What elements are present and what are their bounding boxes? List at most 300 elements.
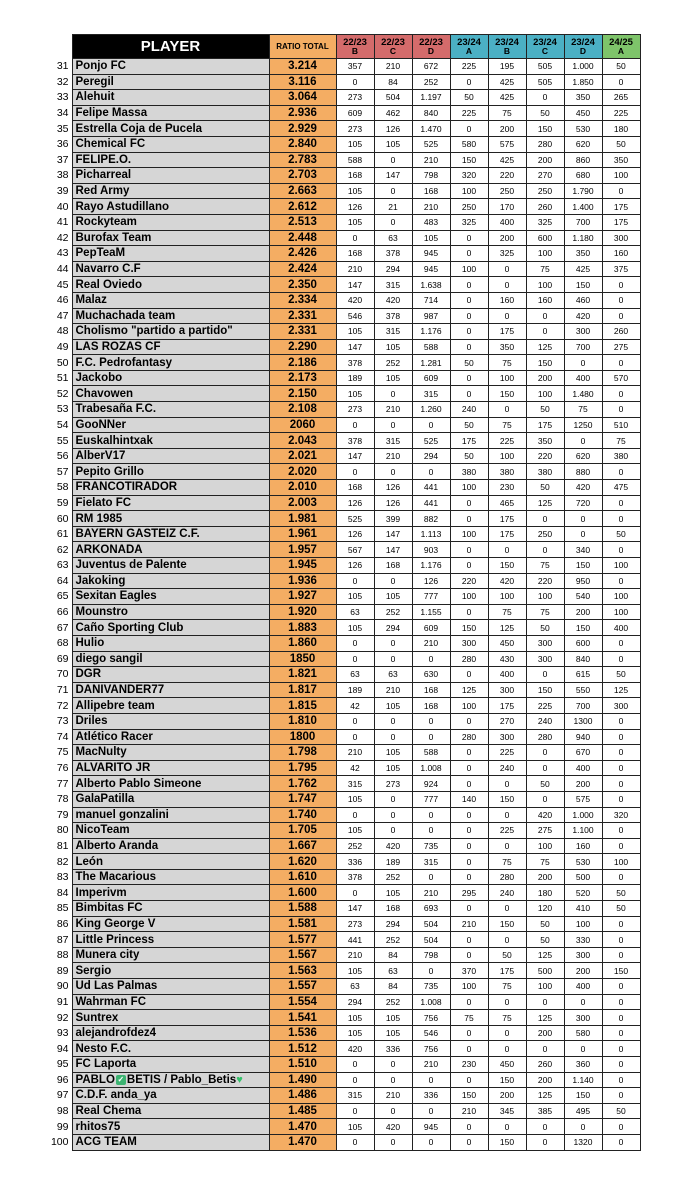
season-label: 22/23 [343,36,367,48]
score-cell: 0 [602,511,640,527]
score-cell: 700 [564,698,602,714]
ratio-total-cell: 2.331 [269,324,336,340]
score-cell: 735 [412,838,450,854]
score-cell: 0 [374,1072,412,1088]
score-cell: 280 [526,729,564,745]
score-cell: 100 [526,589,564,605]
score-cell: 260 [602,324,640,340]
player-name-cell: ALVARITO JR [72,760,269,776]
score-cell: 1.100 [564,823,602,839]
score-cell: 330 [564,932,602,948]
rank-cell: 83 [56,871,69,884]
score-cell: 175 [488,698,526,714]
season-header [450,35,488,59]
rank-cell: 81 [56,839,69,852]
score-cell: 210 [336,261,374,277]
score-cell: 609 [412,620,450,636]
phase-label: A [617,45,625,56]
player-name-cell: Sexitan Eagles [72,589,269,605]
score-cell: 400 [602,620,640,636]
ratio-total-cell: 2.331 [269,308,336,324]
score-cell: 75 [488,105,526,121]
score-cell: 105 [336,1119,374,1135]
score-cell: 0 [336,417,374,433]
rank-cell: 45 [56,278,69,291]
player-name-cell: Little Princess [72,932,269,948]
rank-cell: 72 [56,699,69,712]
table-row [40,495,640,511]
score-cell: 195 [488,59,526,75]
score-cell: 125 [602,682,640,698]
score-cell: 50 [526,105,564,121]
green-heart-icon: ♥ [236,1073,243,1086]
score-cell: 265 [602,90,640,106]
rank-cell: 52 [56,387,69,400]
score-cell: 100 [488,589,526,605]
score-cell: 580 [564,1025,602,1041]
score-cell: 0 [336,651,374,667]
rank-cell: 93 [56,1027,69,1040]
score-cell: 0 [526,1119,564,1135]
phase-label: C [541,45,549,56]
score-cell: 0 [602,1134,640,1150]
ratio-total-cell: 2.350 [269,277,336,293]
table-row [40,1072,640,1088]
score-cell: 210 [374,59,412,75]
score-cell: 325 [526,214,564,230]
table-row [40,448,640,464]
score-cell: 0 [450,558,488,574]
score-cell: 240 [488,760,526,776]
table-row [40,745,640,761]
player-name-cell: The Macarious [72,869,269,885]
score-cell: 50 [526,620,564,636]
ratio-total-cell: 1.667 [269,838,336,854]
score-cell: 126 [336,526,374,542]
score-cell: 220 [488,168,526,184]
player-name-cell: Alberto Aranda [72,838,269,854]
score-cell: 350 [602,152,640,168]
score-cell: 0 [488,1025,526,1041]
score-cell: 21 [374,199,412,215]
table-row [40,901,640,917]
player-name-cell: Rayo Astudillano [72,199,269,215]
score-cell: 525 [412,433,450,449]
score-cell: 105 [374,339,412,355]
score-cell: 105 [374,589,412,605]
score-cell: 200 [564,604,602,620]
score-cell: 300 [564,947,602,963]
table-row [40,589,640,605]
rank-cell: 76 [56,762,69,775]
score-cell: 1250 [564,417,602,433]
player-name-cell: MacNulty [72,745,269,761]
score-cell: 273 [336,916,374,932]
score-cell: 1.113 [412,526,450,542]
score-cell: 425 [564,261,602,277]
score-cell: 0 [450,74,488,90]
score-cell: 546 [336,308,374,324]
score-cell: 168 [336,168,374,184]
score-cell: 84 [374,947,412,963]
score-cell: 588 [412,339,450,355]
rank-cell: 79 [56,808,69,821]
score-cell: 0 [602,1119,640,1135]
score-cell: 200 [526,1072,564,1088]
ratio-total-cell: 1.600 [269,885,336,901]
table-row [40,90,640,106]
score-cell: 275 [602,339,640,355]
player-name-part: PABLO [75,1073,115,1086]
score-cell: 210 [374,682,412,698]
ratio-total-cell: 1.795 [269,760,336,776]
ratio-total-cell: 2.840 [269,136,336,152]
score-cell: 0 [602,1041,640,1057]
score-cell: 0 [602,776,640,792]
ratio-total-cell: 1850 [269,651,336,667]
score-cell: 168 [336,480,374,496]
rank-cell: 37 [56,153,69,166]
table-row [40,542,640,558]
score-cell: 42 [336,760,374,776]
rank-cell: 64 [56,574,69,587]
ratio-total-cell: 1.485 [269,1103,336,1119]
score-cell: 105 [336,823,374,839]
score-cell: 320 [602,807,640,823]
score-cell: 147 [374,168,412,184]
score-cell: 168 [412,183,450,199]
score-cell: 0 [336,635,374,651]
score-cell: 105 [336,963,374,979]
score-cell: 336 [336,854,374,870]
score-cell: 175 [450,433,488,449]
player-name-cell: Suntrex [72,1010,269,1026]
score-cell: 100 [450,698,488,714]
score-cell: 504 [374,90,412,106]
score-cell: 0 [374,635,412,651]
score-cell: 260 [526,1057,564,1073]
score-cell: 756 [412,1010,450,1026]
score-cell: 300 [602,698,640,714]
ratio-total-cell: 2.020 [269,464,336,480]
score-cell: 0 [564,1041,602,1057]
player-name-cell: Real Oviedo [72,277,269,293]
score-cell: 0 [374,417,412,433]
table-row [40,667,640,683]
score-cell: 360 [564,1057,602,1073]
score-cell: 147 [336,277,374,293]
player-name-cell: Ponjo FC [72,59,269,75]
score-cell: 756 [412,1041,450,1057]
score-cell: 420 [336,292,374,308]
ratio-total-cell: 1.512 [269,1041,336,1057]
score-cell: 252 [412,74,450,90]
rank-cell: 42 [56,231,69,244]
score-cell: 300 [488,729,526,745]
rank-cell: 46 [56,294,69,307]
score-cell: 50 [526,932,564,948]
score-cell: 220 [450,573,488,589]
season-label: 23/24 [495,36,519,48]
score-cell: 0 [450,994,488,1010]
score-cell: 50 [602,59,640,75]
player-name-cell: Felipe Massa [72,105,269,121]
rank-cell: 77 [56,777,69,790]
score-cell: 0 [374,651,412,667]
score-cell: 275 [526,823,564,839]
ranking-sheet [40,34,641,1151]
score-cell: 50 [450,355,488,371]
player-name-cell: Chemical FC [72,136,269,152]
score-cell: 0 [412,823,450,839]
score-cell: 126 [374,121,412,137]
score-cell: 0 [450,854,488,870]
score-cell: 950 [564,573,602,589]
score-cell: 300 [564,1010,602,1026]
ratio-total-cell: 1.563 [269,963,336,979]
rank-cell: 95 [56,1058,69,1071]
score-cell: 798 [412,168,450,184]
table-row [40,246,640,262]
player-name-cell: Peregil [72,74,269,90]
ratio-total-cell: 1.798 [269,745,336,761]
score-cell: 510 [602,417,640,433]
score-cell: 0 [602,386,640,402]
score-cell: 100 [450,526,488,542]
score-cell: 0 [450,308,488,324]
score-cell: 50 [602,136,640,152]
score-cell: 0 [450,947,488,963]
ratio-total-cell: 1.810 [269,713,336,729]
score-cell: 410 [564,901,602,917]
score-cell: 620 [564,136,602,152]
player-name-cell: Real Chema [72,1103,269,1119]
score-cell: 575 [488,136,526,152]
score-cell: 0 [374,823,412,839]
score-cell: 300 [526,635,564,651]
score-cell: 50 [450,90,488,106]
score-cell: 0 [602,838,640,854]
score-cell: 100 [450,979,488,995]
score-cell: 0 [450,667,488,683]
score-cell: 105 [336,214,374,230]
score-cell: 125 [526,339,564,355]
score-cell: 450 [488,635,526,651]
player-name-cell: RM 1985 [72,511,269,527]
score-cell: 0 [374,713,412,729]
rank-cell: 89 [56,964,69,977]
score-cell: 300 [488,682,526,698]
score-cell: 420 [564,480,602,496]
rank-cell: 65 [56,590,69,603]
score-cell: 225 [602,105,640,121]
score-cell: 0 [526,667,564,683]
score-cell: 105 [336,136,374,152]
player-name-cell: Red Army [72,183,269,199]
score-cell: 75 [526,558,564,574]
ratio-total-cell: 1.957 [269,542,336,558]
score-cell: 0 [450,230,488,246]
player-name-cell: PepTeaM [72,246,269,262]
ratio-total-cell: 1.588 [269,901,336,917]
score-cell: 399 [374,511,412,527]
score-cell: 50 [450,417,488,433]
score-cell: 273 [336,90,374,106]
score-cell: 240 [488,885,526,901]
score-cell: 230 [488,480,526,496]
score-cell: 520 [564,885,602,901]
table-row [40,1010,640,1026]
table-row [40,1057,640,1073]
score-cell: 294 [336,994,374,1010]
table-row [40,807,640,823]
score-cell: 280 [488,869,526,885]
score-cell: 250 [526,183,564,199]
rank-cell: 74 [56,730,69,743]
rank-cell: 87 [56,933,69,946]
score-cell: 126 [336,495,374,511]
rank-cell: 32 [56,75,69,88]
score-cell: 1.470 [412,121,450,137]
player-name-cell: FELIPE.O. [72,152,269,168]
ratio-total-cell: 1.554 [269,994,336,1010]
table-row [40,59,640,75]
score-cell: 0 [412,651,450,667]
score-cell: 882 [412,511,450,527]
score-cell: 0 [450,1119,488,1135]
score-cell: 63 [336,604,374,620]
player-name-cell: DGR [72,667,269,683]
score-cell: 1.281 [412,355,450,371]
score-cell: 1.155 [412,604,450,620]
rank-cell: 54 [56,418,69,431]
table-row [40,214,640,230]
rank-cell: 33 [56,91,69,104]
score-cell: 0 [336,885,374,901]
score-cell: 168 [336,246,374,262]
score-cell: 150 [488,558,526,574]
score-cell: 570 [602,370,640,386]
score-cell: 777 [412,589,450,605]
score-cell: 210 [374,402,412,418]
score-cell: 200 [488,1088,526,1104]
score-cell: 225 [488,823,526,839]
score-cell: 147 [336,448,374,464]
rank-cell: 62 [56,543,69,556]
score-cell: 0 [602,292,640,308]
table-row [40,74,640,90]
player-header: PLAYER [72,35,269,59]
score-cell: 100 [564,916,602,932]
rank-cell: 100 [50,1136,69,1149]
table-row [40,869,640,885]
score-cell: 100 [488,448,526,464]
player-name-cell: GooNNer [72,417,269,433]
score-cell: 75 [488,355,526,371]
score-cell: 903 [412,542,450,558]
score-cell: 150 [450,1088,488,1104]
score-cell: 0 [450,370,488,386]
ratio-total-cell: 2.663 [269,183,336,199]
score-cell: 200 [564,963,602,979]
table-row [40,713,640,729]
score-cell: 0 [602,823,640,839]
score-cell: 200 [526,869,564,885]
score-cell: 200 [526,152,564,168]
score-cell: 50 [602,526,640,542]
table-row [40,651,640,667]
score-cell: 50 [526,916,564,932]
score-cell: 1.176 [412,324,450,340]
score-cell: 0 [564,526,602,542]
score-cell: 126 [336,199,374,215]
score-cell: 125 [526,495,564,511]
score-cell: 345 [488,1103,526,1119]
score-cell: 168 [374,558,412,574]
player-name-cell: Fielato FC [72,495,269,511]
score-cell: 375 [602,261,640,277]
ratio-total-cell: 1.883 [269,620,336,636]
score-cell: 0 [450,1025,488,1041]
score-cell: 0 [488,277,526,293]
score-cell: 0 [336,74,374,90]
rank-cell: 39 [56,185,69,198]
score-cell: 0 [488,542,526,558]
ratio-total-cell: 1.821 [269,667,336,683]
season-label: 23/24 [533,36,557,48]
score-cell: 105 [374,1025,412,1041]
score-cell: 0 [602,760,640,776]
score-cell: 0 [526,90,564,106]
score-cell: 0 [488,308,526,324]
player-name-cell: Chavowen [72,386,269,402]
rank-cell: 91 [56,995,69,1008]
player-name-cell: Alberto Pablo Simeone [72,776,269,792]
score-cell: 600 [564,635,602,651]
rank-cell: 49 [56,340,69,353]
ratio-total-cell: 2.936 [269,105,336,121]
score-cell: 0 [336,573,374,589]
ratio-total-cell: 1.945 [269,558,336,574]
score-cell: 252 [374,869,412,885]
score-cell: 105 [336,324,374,340]
score-cell: 575 [564,791,602,807]
score-cell: 147 [336,901,374,917]
rank-cell: 41 [56,216,69,229]
score-cell: 357 [336,59,374,75]
ratio-total-cell: 2.783 [269,152,336,168]
score-cell: 175 [488,511,526,527]
score-cell: 200 [564,776,602,792]
score-cell: 0 [564,433,602,449]
score-cell: 252 [374,994,412,1010]
score-cell: 294 [374,916,412,932]
player-name-cell: F.C. Pedrofantasy [72,355,269,371]
table-row [40,558,640,574]
player-name-cell: Jackobo [72,370,269,386]
player-name-cell: AlberV17 [72,448,269,464]
score-cell: 147 [336,339,374,355]
score-cell: 0 [602,402,640,418]
score-cell: 336 [412,1088,450,1104]
score-cell: 0 [602,495,640,511]
score-cell: 0 [564,1119,602,1135]
score-cell: 350 [488,339,526,355]
score-cell: 505 [526,74,564,90]
ratio-total-cell: 1.762 [269,776,336,792]
score-cell: 504 [412,916,450,932]
ratio-total-cell: 1.470 [269,1119,336,1135]
